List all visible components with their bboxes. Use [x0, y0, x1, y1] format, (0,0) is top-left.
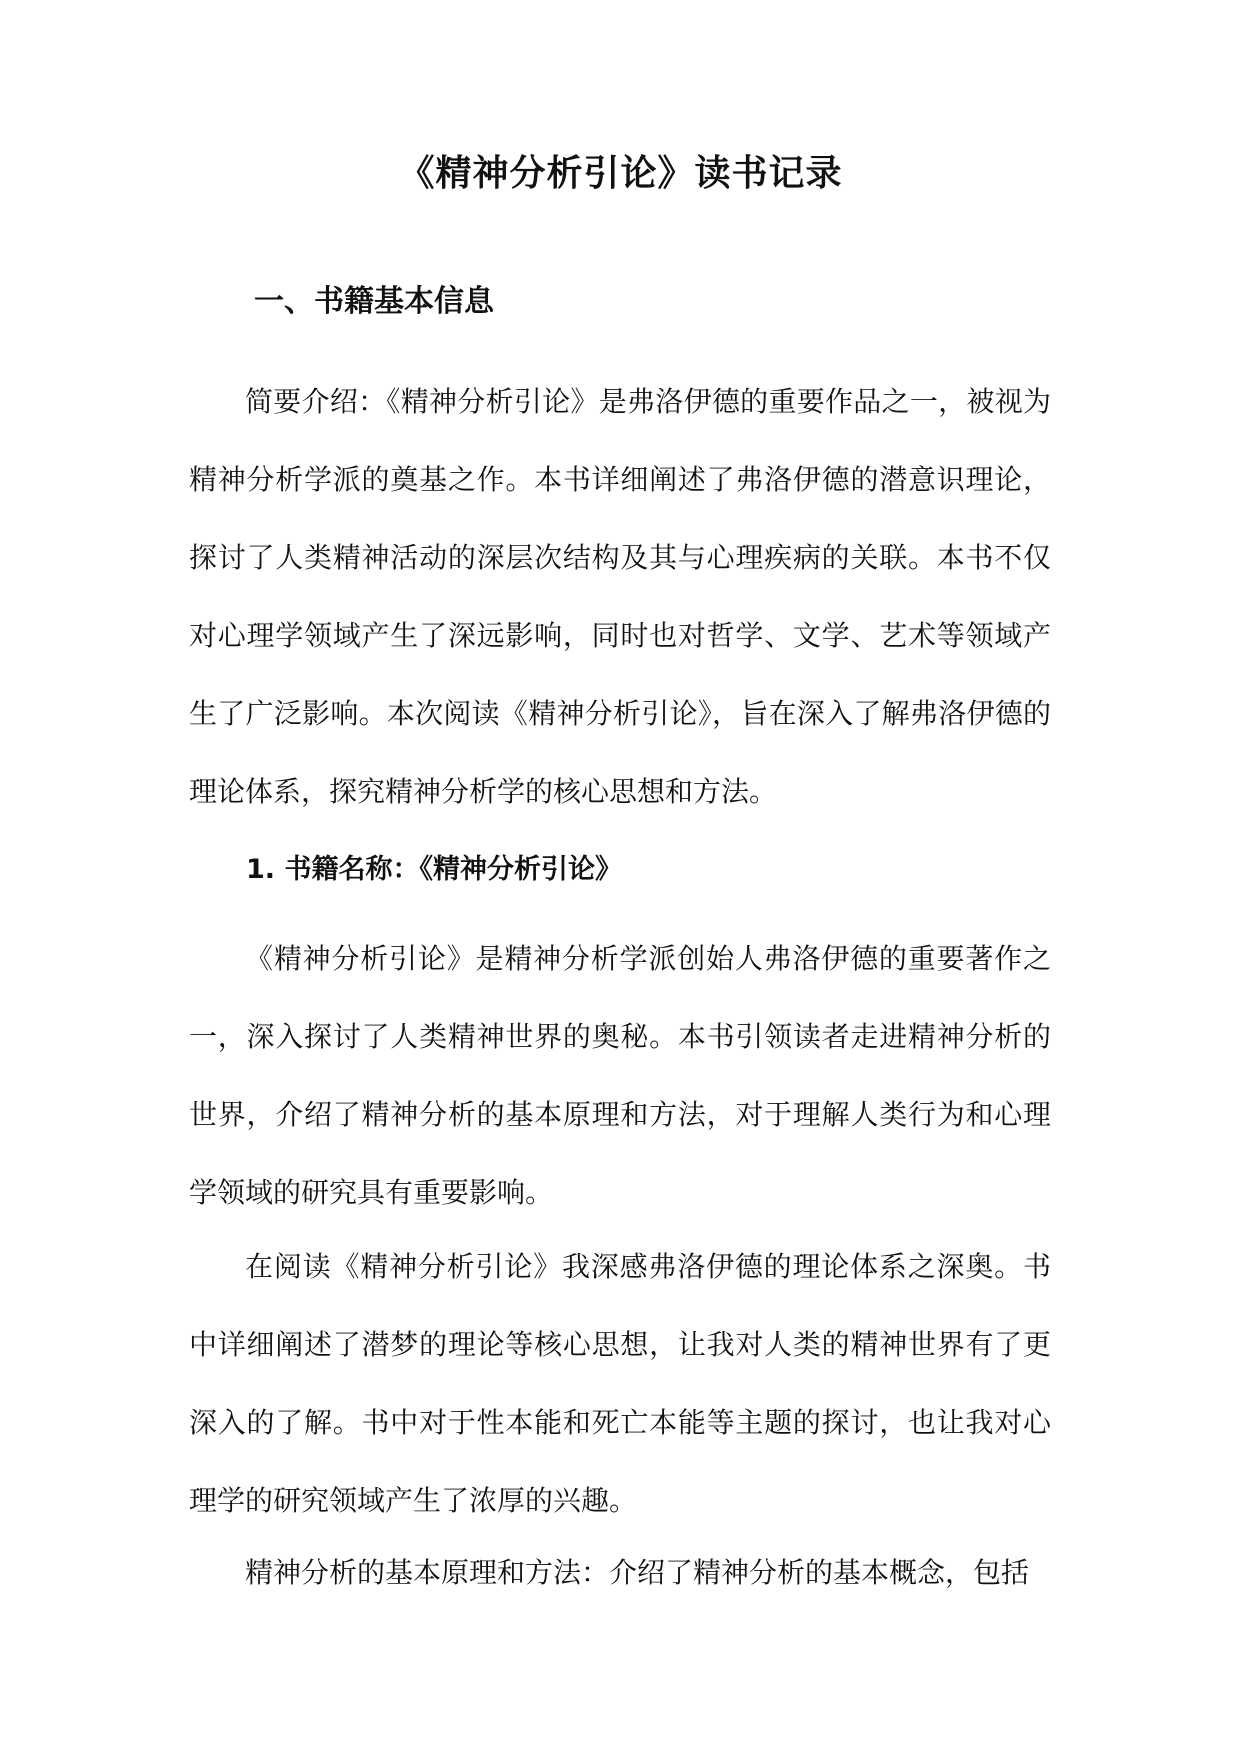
- body-paragraph: 精神分析的基本原理和方法：介绍了精神分析的基本概念，包括: [245, 1556, 1030, 1589]
- document-title: 《精神分析引论》读书记录: [398, 153, 843, 194]
- intro-paragraph: 简要介绍：《精神分析引论》是弗洛伊德的重要作品之一，被视为精神分析学派的奠基之作。本书详细阐述了弗洛伊德的潜意识理论，探讨了人类精神活动的深层次结构及其与心理疾病的关联。本书不仅对心理学领域产生了深远影响，同时也对哲学、文学、艺术等领域产生了广泛影响。本次阅读《精神分析引论》，旨在深入了解弗洛伊德的理论体系，探究精神分析学的核心思想和方法。: [189, 385, 1051, 808]
- subsection-heading-book-name: 1. 书籍名称：《精神分析引论》: [246, 854, 622, 885]
- body-paragraph: 在阅读《精神分析引论》我深感弗洛伊德的理论体系之深奥。书中详细阐述了潜梦的理论等核心思想，让我对人类的精神世界有了更深入的了解。书中对于性本能和死亡本能等主题的探讨，也让我对心理学的研究领域产生了浓厚的兴趣。: [189, 1250, 1051, 1517]
- body-paragraph: 《精神分析引论》是精神分析学派创始人弗洛伊德的重要著作之一，深入探讨了人类精神世界的奥秘。本书引领读者走进精神分析的世界，介绍了精神分析的基本原理和方法，对于理解人类行为和心理学领域的研究具有重要影响。: [189, 942, 1051, 1209]
- section-heading-book-info: 一、书籍基本信息: [254, 284, 494, 319]
